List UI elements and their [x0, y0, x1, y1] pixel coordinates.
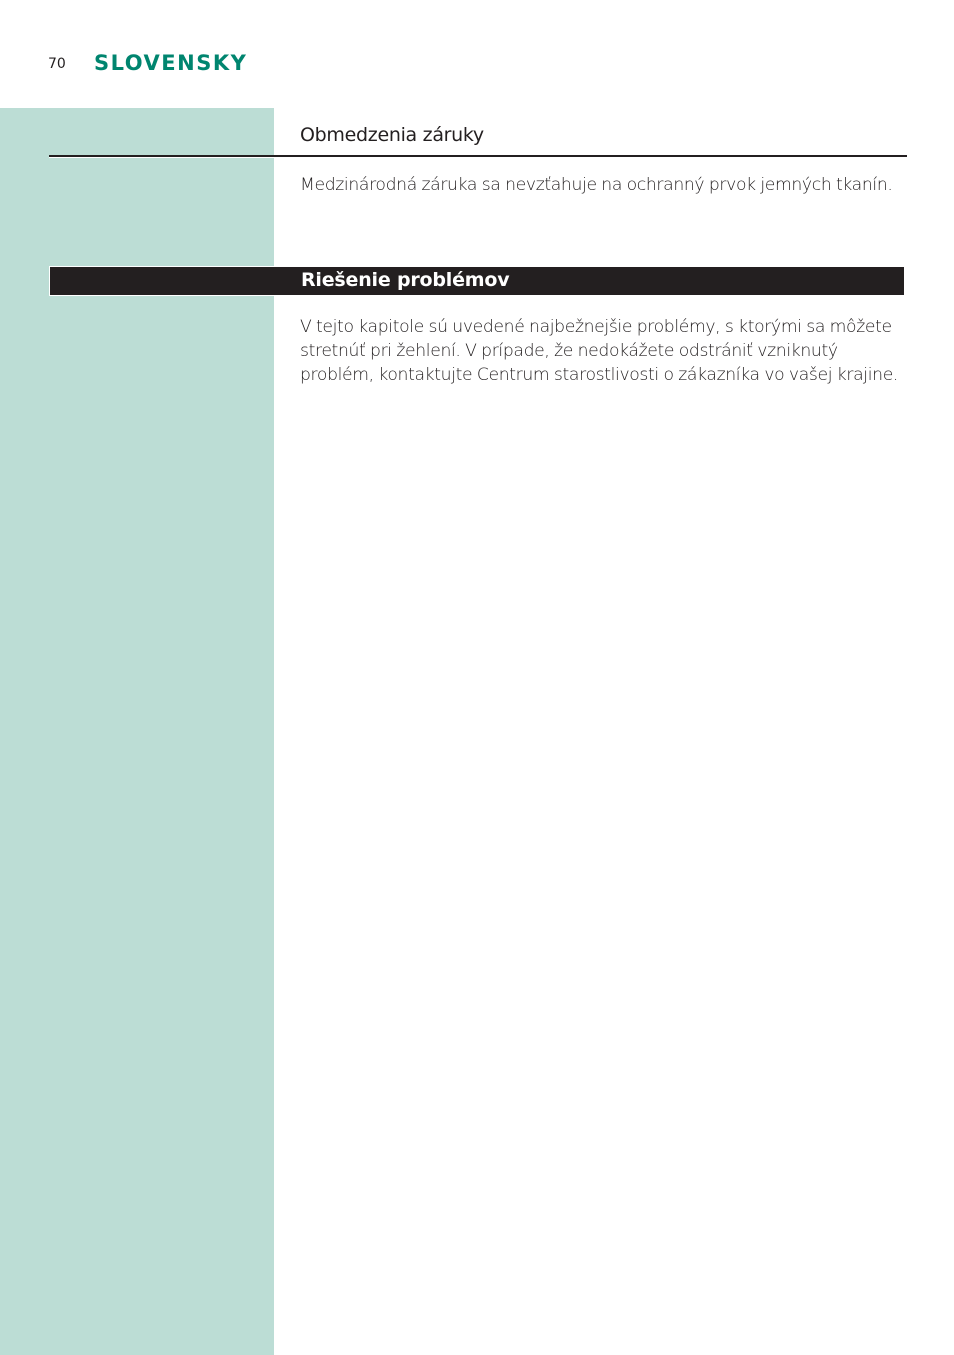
troubleshooting-bar: [49, 266, 905, 296]
troubleshooting-heading: Riešenie problémov: [301, 269, 510, 291]
troubleshooting-text: V tejto kapitole sú uvedené najbežnejšie problémy, s ktorými sa môžete stretnúť pri žehlení. V prípade, že nedokážete odstrániť vzniknutý problém, kontaktujte Centrum starostlivosti o zákazníka vo vašej krajine.: [300, 317, 899, 385]
language-label: SLOVENSKY: [94, 51, 248, 75]
warranty-heading: Obmedzenia záruky: [300, 124, 484, 146]
heading-rule-gap: [49, 157, 907, 158]
page-number: 70: [48, 56, 66, 72]
warranty-text: Medzinárodná záruka sa nevzťahuje na ochranný prvok jemných tkanín.: [300, 175, 893, 195]
